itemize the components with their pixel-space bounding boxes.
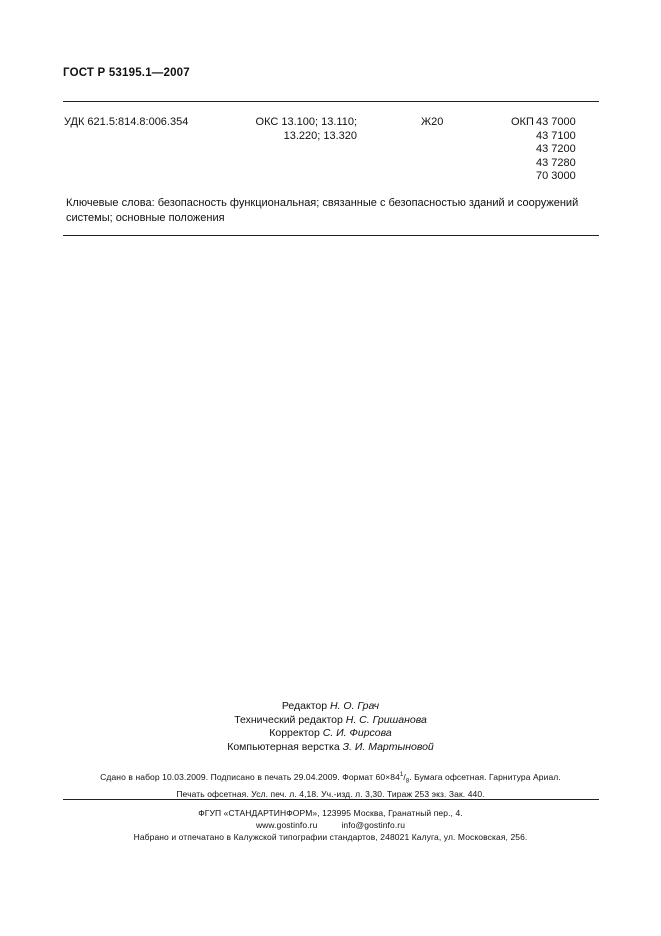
publisher-info <box>0 807 661 843</box>
okp-code: 43 7100 <box>536 129 576 142</box>
publisher-email: info@gostinfo.ru <box>341 820 406 830</box>
okp-label: ОКП <box>511 116 534 128</box>
publisher-line-1: ФГУП «СТАНДАРТИНФОРМ», 123995 Москва, Гранатный пер., 4. <box>198 808 463 818</box>
tech-editor-name: Н. С. Гришанова <box>345 713 427 726</box>
udk-code: УДК 621.5:814.8:006.354 <box>64 116 189 128</box>
group-code: Ж20 <box>421 116 444 128</box>
okp-code: 70 3000 <box>536 170 576 182</box>
layout-name: З. И. Мартыновой <box>342 740 434 753</box>
editor-line: Редактор Н. О. Грач <box>281 700 380 712</box>
publisher-website: www.gostinfo.ru <box>255 820 318 830</box>
credits-block <box>0 700 661 754</box>
publisher-line-3: Набрано и отпечатано в Калужской типографии стандартов, 248021 Калуга, ул. Московская, 256. <box>133 832 528 842</box>
keywords-rule <box>63 235 599 236</box>
layout-line: Компьютерная верстка З. И. Мартыновой <box>227 740 434 753</box>
keywords: Ключевые слова: безопасность функциональная; связанные с безопасностью зданий и сооружений системы; основные положения <box>66 197 579 224</box>
publisher-contacts <box>0 819 661 831</box>
top-rule <box>63 101 599 102</box>
footer-rule <box>63 799 599 800</box>
print-info <box>0 769 661 800</box>
okp-code: 43 7000 <box>536 116 576 128</box>
okp-codes <box>536 116 576 184</box>
okp-code: 43 7200 <box>536 143 576 155</box>
print-info-line-1: Сдано в набор 10.03.2009. Подписано в печать 29.04.2009. Формат $60\times 84^1/_8$. Бумага офсетная. Гарнитура Ариал. <box>100 771 561 785</box>
oks-line-2: 13.220; 13.320 <box>283 129 357 142</box>
document-code: ГОСТ Р 53195.1—2007 <box>63 67 190 79</box>
oks-line-1: ОКС 13.100; 13.110; <box>255 116 357 128</box>
corrector-name: С. И. Фирсова <box>322 727 392 739</box>
tech-editor-line: Технический редактор Н. С. Гришанова <box>234 713 427 726</box>
oks-codes <box>250 116 357 143</box>
okp-code: 43 7280 <box>536 156 576 169</box>
editor-name: Н. О. Грач <box>330 700 380 712</box>
print-info-line-2: Печать офсетная. Усл. печ. л. 4,18. Уч.-изд. л. 3,30. Тираж 253 экз. Зак. 440. <box>176 788 485 799</box>
corrector-line: Корректор С. И. Фирсова <box>269 727 392 739</box>
